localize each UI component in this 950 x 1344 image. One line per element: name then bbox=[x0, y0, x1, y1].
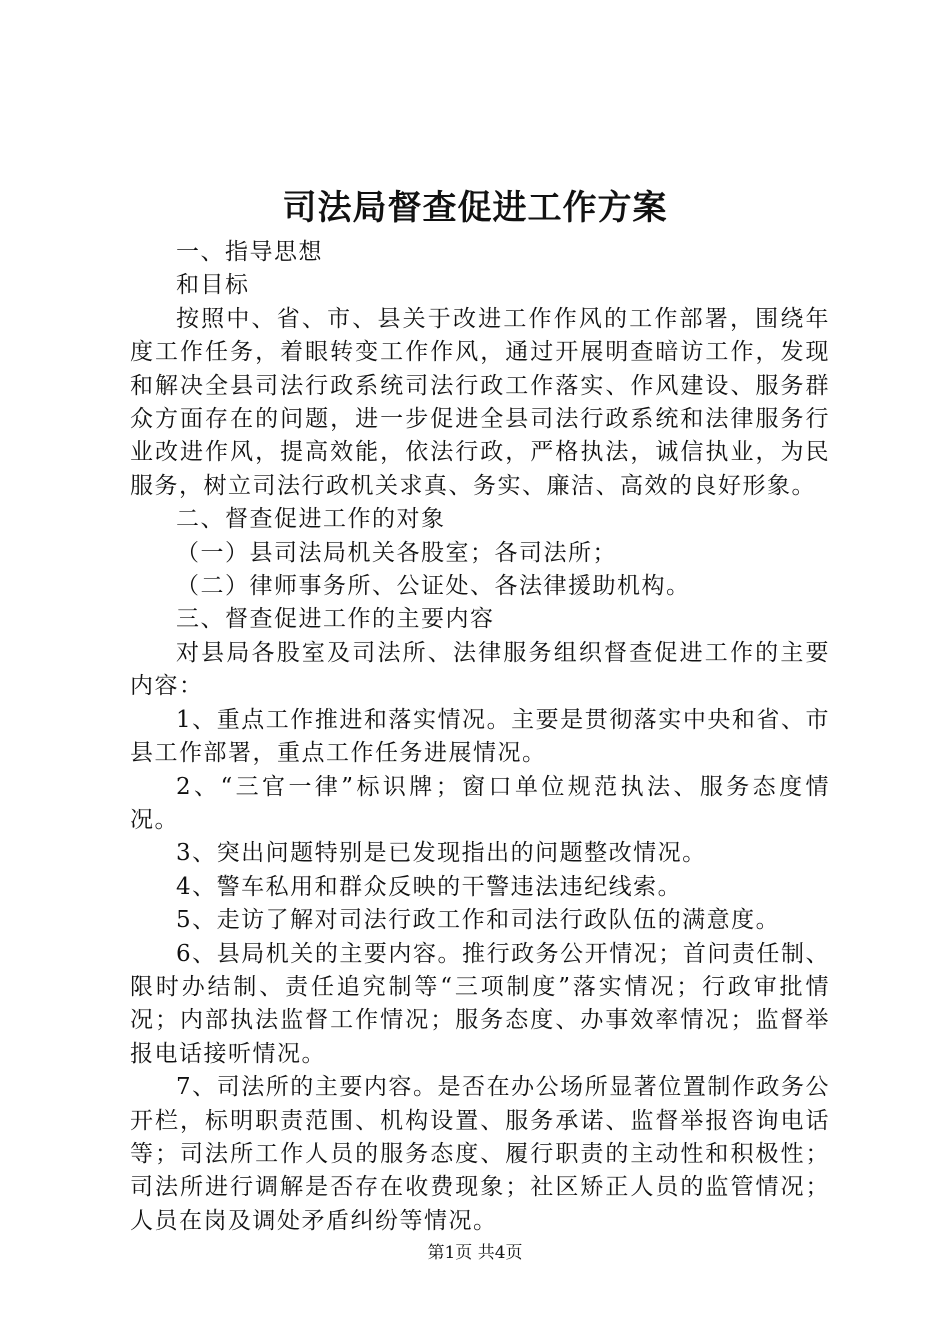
content-item-4: 4、警车私用和群众反映的干警违法违纪线索。 bbox=[176, 873, 683, 900]
content-item-1: 1、重点工作推进和落实情况。主要是贯彻落实中央和省、市县工作部署，重点工作任务进展情况。 bbox=[130, 706, 830, 767]
content-item-7: 7、司法所的主要内容。是否在办公场所显著位置制作政务公开栏，标明职责范围、机构设置、服务承诺、监督举报咨询电话等；司法所工作人员的服务态度、履行职责的主动性和积极性；司法所进行调解是否存在收费现象；社区矫正人员的监管情况；人员在岗及调处矛盾纠纷等情况。 bbox=[130, 1074, 830, 1234]
content-item-5: 5、走访了解对司法行政工作和司法行政队伍的满意度。 bbox=[176, 907, 781, 934]
section-heading-continuation: 和目标 bbox=[176, 272, 250, 299]
target-item-2: （二）律师事务所、公证处、各法律援助机构。 bbox=[176, 573, 691, 600]
section-heading-guiding-thought: 一、指导思想 bbox=[176, 239, 323, 265]
target-item-1: （一）县司法局机关各股室；各司法所； bbox=[176, 539, 617, 566]
document-title: 司法局督查促进工作方案 bbox=[282, 188, 668, 228]
paragraph-guiding-thought: 按照中、省、市、县关于改进工作作风的工作部署，围绕年度工作任务，着眼转变工作作风，通过开展明查暗访工作，发现和解决全县司法行政系统司法行政工作落实、作风建设、服务群众方面存在的问题，进一步促进全县司法行政系统和法律服务行业改进作风，提高效能，依法行政，严格执法，诚信执业，为民服务，树立司法行政机关求真、务实、廉洁、高效的良好形象。 bbox=[130, 305, 830, 499]
section-heading-targets: 二、督查促进工作的对象 bbox=[176, 506, 446, 533]
content-item-6: 6、县局机关的主要内容。推行政务公开情况；首问责任制、限时办结制、责任追究制等“三项制度”落实情况；行政审批情况；内部执法监督工作情况；服务态度、办事效率情况；监督举报电话接听情况。 bbox=[130, 940, 830, 1067]
section-heading-content: 三、督查促进工作的主要内容 bbox=[176, 606, 495, 633]
document-body bbox=[130, 236, 830, 1238]
paragraph-content-intro: 对县局各股室及司法所、法律服务组织督查促进工作的主要内容： bbox=[130, 639, 830, 700]
page-number-footer: 第1页 共4页 bbox=[427, 1243, 523, 1263]
content-item-2: 2、“三官一律”标识牌；窗口单位规范执法、服务态度情况。 bbox=[130, 773, 830, 833]
content-item-3: 3、突出问题特别是已发现指出的问题整改情况。 bbox=[176, 840, 707, 867]
